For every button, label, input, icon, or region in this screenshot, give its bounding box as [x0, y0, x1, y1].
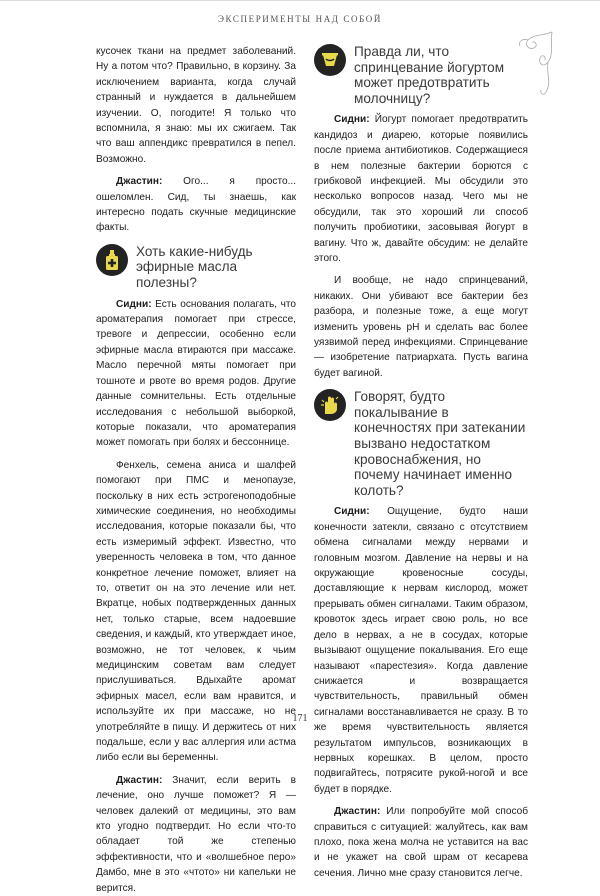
page-number: 171: [292, 713, 308, 724]
oil-bottle-icon: [96, 244, 128, 276]
question-text: Говорят, будто покалывание в конечностях при затекании вызвано недостатком кровоснабжения, но почему начинает именно колоть?: [354, 389, 526, 498]
question-heading: [314, 389, 528, 498]
answer-paragraph-2: Фенхель, семена аниса и шалфей помогают при ПМС и менопаузе, поскольку в них есть эстрогеноподобные химические соединения, но необходимы исследования, которые показали бы, что есть измеримый эффект. Известно, что уверенность человека в том, что данное конкретное лечение поможет, влияет на то, ответит он на это лечение или нет. Вкратце, нобых подтвержденных данных нет, только старые, всем надоевшие сведения, и каждый, кто утверждает иное, возможно, не тот человек, к чьим медицинским советам вам следует прислушиваться. Вдыхайте аромат эфирных масел, если вам нравится, и используйте их при массаже, но не употребляйте в пищу. И держитесь от них подальше, если у вас аллергия или астма либо если вы беременны.: [96, 459, 296, 764]
speaker-label: Сидни:: [116, 298, 152, 310]
running-header: [0, 0, 600, 36]
left-column: [96, 44, 296, 896]
reply-text: Ого... я просто... ошеломлен. Сид, ты знаешь, как интересно подать скучные медицинские факты.: [96, 176, 296, 234]
answer-paragraph-2: И вообще, не надо спринцеваний, никаких. Они убивают все бактерии без разбора, и полезные тоже, а еще могут изменить уровень pH и сделать вас более уязвимой перед инфекциями. Спринцевание — изобретение патриархата. Пусть вагина будет вагиной.: [314, 275, 528, 379]
yogurt-cup-icon: [314, 44, 346, 76]
answer-text: Есть основания полагать, что ароматерапия помогает при стрессе, тревоге и депрессии, особенно если эфирные масла втираются при массаже. Масло перечной мяты помогает при тошноте и рвоте во время родов. Другие данные сомнительны. Есть отдельные исследования с небольшой выборкой, которые показали, что ароматерапия может помогать при болях и бессоннице.: [96, 298, 296, 449]
speaker-label: Сидни:: [334, 506, 370, 518]
header-title: ЭКСПЕРИМЕНТЫ НАД СОБОЙ: [217, 13, 383, 24]
question-heading: [96, 244, 296, 291]
justin-reply: [314, 804, 528, 881]
question-heading: [314, 44, 528, 106]
speaker-label: Джастин:: [116, 774, 163, 786]
sidney-answer: [314, 112, 528, 266]
justin-reply: [96, 174, 296, 236]
reply-text: Значит, если верить в лечение, оно лучше поможет? Я — человек далекий от медицины, это вам кто угодно подтвердит. Но если что-то обладает той же степенью эффективности, что и «волшебное перо» Дамбо, мне в это «чтото» ни капельки не верится.: [96, 774, 296, 894]
right-column: [314, 44, 528, 881]
intro-paragraph: кусочек ткани на предмет заболеваний. Ну а потом что? Правильно, в корзину. За исключением варианта, когда случай странный и нуждается в дальнейшем изучении. О, погодите! Я только что вспомнила, я знаю: мы их сжигаем. Так что ваш аппендикс превратился в пепел. Возможно.: [96, 46, 296, 165]
speaker-label: Сидни:: [334, 114, 370, 126]
question-text: Хоть какие-нибудь эфирные масла полезны?: [136, 243, 253, 291]
reply-text: Или попробуйте мой способ справиться с ситуацией: жалуйтесь, как вам плохо, пока жена молча не уставится на вас и не укажет на свой шрам от кесарева сечения. Лично мне сразу становится легче.: [314, 806, 528, 879]
answer-text: Йогурт помогает предотвратить кандидоз и диарею, которые появились после приема антибиотиков. Содержащиеся в нем полезные бактерии борются с грибковой инфекцией. Мы обсудили это несколько вопросов назад. Чего мы не обсудили, так это хороший ли способ получить пробиотики, засовывая йогурт в вагину. Что ж, давайте обсудим: не делайте этого.: [314, 114, 528, 265]
answer-text: Ощущение, будто наши конечности затекли, связано с отсутствием обмена сигналами между нервами и головным мозгом. Давление на нервы и на окружающие кровеносные сосуды, доставляющие к нервам кислород, может прерывать обмен сигналами. Таким образом, кровоток здесь играет свою роль, но все дело в нервах, а не в сосудах, которые вызывают ощущение покалывания. Его еще называют «парестезия». Когда давление снижается и возвращается чувствительность, правильный обмен сигналами восстанавливается не сразу. В то же время чувствительность является результатом импульсов, возникающих в нервных корешках. В целом, просто подвигайтесь, потрясите рукой-ногой и все будет в порядке.: [314, 506, 528, 795]
justin-reply-2: [96, 773, 296, 896]
speaker-label: Джастин:: [116, 176, 163, 188]
speaker-label: Джастин:: [334, 806, 381, 818]
sidney-answer-2: [314, 504, 528, 797]
sidney-answer: [96, 297, 296, 451]
tingling-hand-icon: [314, 389, 346, 421]
question-text: Правда ли, что спринцевание йогуртом может предотвратить молочницу?: [354, 44, 505, 106]
